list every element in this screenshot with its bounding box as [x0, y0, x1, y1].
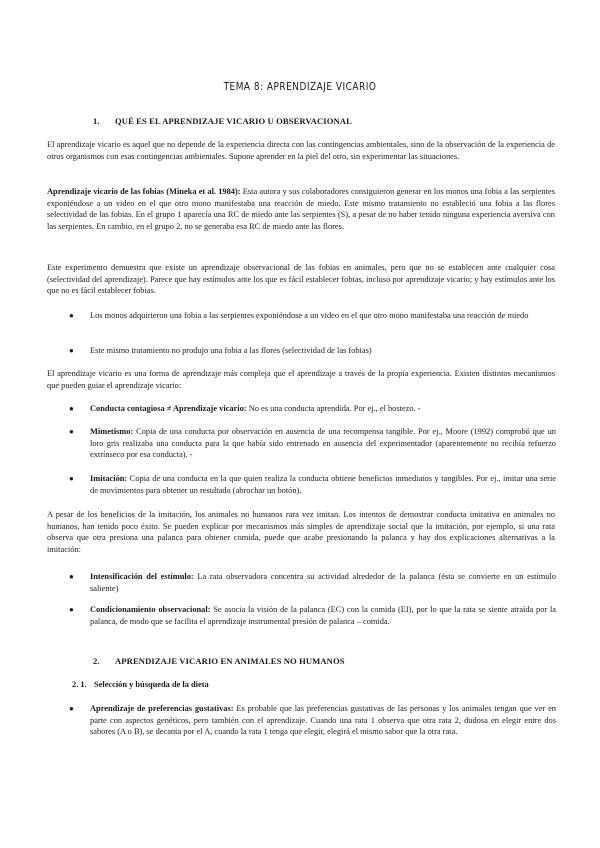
paragraph-fobias-text: Esta autora y sus colaboradores consiguieron generar en los monos una fobia a las serpientes exponiéndose a un video en el que otro mono manifestaba una reacción de miedo. Este mismo tratamiento no estableció una fobia a las flores selectividad de las fobias. En el grupo 1 aparecía una RC de miedo ante las serpientes (S), a pesar de no haber tenido ninguna experiencia aversiva con las serpientes. En cambio, en el grupo 2, no se generaba esa RC de miedo ante las flores.	[47, 187, 555, 231]
list-item-text: Se asocia la visión de la palanca (EC) con la comida (EI), por lo que la rata se siente atraída por la palanca, de modo que se facilita el aprendizaje instrumental presión de palanca – comida.	[90, 605, 556, 626]
list-item-text: Copia de una conducta en la que quien realiza la conducta obtiene beneficios inmediatos y tangibles. Por ej., imitar una serie de movimientos para obtener un resultado (abrochar un botón).	[90, 474, 556, 495]
list-item-text: Copia de una conducta por observación en ausencia de una recompensa tangible. Por ej., Moore (1992) comprobó que un loro gris realizaba una conducta para la que había sido entrenado en ausencia del experimentador (aparentemente no recibía refuerzo extrínseco por esa conducta). -	[90, 427, 556, 460]
list-item-bold: Mimetismo:	[90, 427, 134, 436]
list-item-text: La rata observadora concentra su actividad alrededor de la palanca (ésta se convierte en un estímulo saliente)	[90, 572, 556, 593]
section-1-title: QUÉ ES EL APRENDIZAJE VICARIO U OBSERVACIONAL	[115, 116, 352, 126]
list-item-bold: Aprendizaje de preferencias gustativas:	[90, 704, 234, 713]
list-item-bold: Imitación:	[90, 474, 128, 483]
bullet-icon: ●	[69, 311, 74, 320]
subsection-title: Selección y búsqueda de la dieta	[94, 680, 209, 689]
section-1-heading	[93, 116, 352, 128]
bullet-icon: ●	[69, 346, 74, 355]
bullet-icon: ●	[69, 605, 74, 614]
bullet-icon: ●	[69, 572, 74, 581]
paragraph-imitation: A pesar de los beneficios de la imitación, los animales no humanos rara vez imitan. Los intentos de demostrar conducta imitativa en animales no humanos, han tenido poco éxito. Se pueden explicar por mecanismos más simples de aprendizaje social que la imitación, por ejemplo, si una rata observa que otra presiona una palanca para obtener comida, puede que acabe presionando la palanca y hay dos explicaciones alternativas a la imitación:	[47, 510, 555, 554]
paragraph-fobias	[47, 186, 555, 232]
list-item-text: Los monos adquirieron una fobia a las serpientes exponiéndose a un video en el que otro mono manifestaba una reacción de miedo	[90, 311, 529, 320]
subsection-number: 2. 1.	[72, 680, 87, 689]
list-item-bold: Conducta contagiosa ≠ Aprendizaje vicario:	[90, 404, 247, 413]
list-item	[69, 310, 556, 322]
paragraph-fobias-bold: Aprendizaje vicario de las fobias (Mineka et al. 1984):	[47, 187, 241, 196]
paragraph-experiment: Este experimento demuestra que existe un aprendizaje observacional de las fobias en animales, pero que no se establecen ante cualquier cosa (selectividad del aprendizaje). Parece que hay estímulos ante los que es fácil establecer fobias, incluso por aprendizaje vicario; y hay estímulos ante los que no es fácil establecer fobias.	[47, 263, 555, 296]
bullet-icon: ●	[69, 474, 74, 483]
bullet-icon: ●	[69, 704, 74, 713]
paragraph-mechanisms: El aprendizaje vicario es una forma de aprendizaje más compleja que el aprendizaje a través de la propia experiencia. Existen distintos mecanismos que pueden guiar el aprendizaje vicario:	[47, 369, 555, 390]
bullet-icon: ●	[69, 404, 74, 413]
list-item	[69, 345, 556, 357]
list-item-text: Es probable que las preferencias gustativas de las personas y los animales tengan que ver en parte con aspectos genéticos, pero también con el aprendizaje. Cuando una rata 1 observa que otra rata 2, dudosa en elegir entre dos sabores (A o B), se decanta por el A, cuando la rata 1 tenga que elegir, elegirá el mismo sabor que la otra rata.	[90, 704, 556, 737]
list-item	[69, 473, 556, 496]
list-item-bold: Intensificación del estímulo:	[90, 572, 194, 581]
list-item	[69, 703, 556, 738]
paragraph-definition: El aprendizaje vicario es aquel que no depende de la experiencia directa con las contingencias ambientales, sino de la observación de la experiencia de otros organismos con esas contingencias ambientales. Supone aprender en la piel del otro, sin experimentar las situaciones.	[47, 140, 555, 161]
list-item	[69, 426, 556, 461]
section-1-number: 1.	[93, 116, 100, 126]
list-item	[69, 571, 556, 594]
list-item	[69, 604, 556, 627]
list-item-text: No es una conducta aprendida. Por ej., el bostezo. -	[246, 404, 421, 413]
list-item-text: Este mismo tratamiento no produjo una fobia a las flores (selectividad de las fobias)	[90, 346, 372, 355]
subsection-heading	[72, 679, 209, 691]
section-2-heading	[93, 656, 345, 668]
section-2-number: 2.	[93, 656, 100, 666]
bullet-icon: ●	[69, 427, 74, 436]
list-item	[69, 403, 556, 415]
list-item-bold: Condicionamiento observacional:	[90, 605, 211, 614]
page-title: TEMA 8: APRENDIZAJE VICARIO	[223, 81, 377, 93]
section-2-title: APRENDIZAJE VICARIO EN ANIMALES NO HUMANOS	[115, 656, 345, 666]
